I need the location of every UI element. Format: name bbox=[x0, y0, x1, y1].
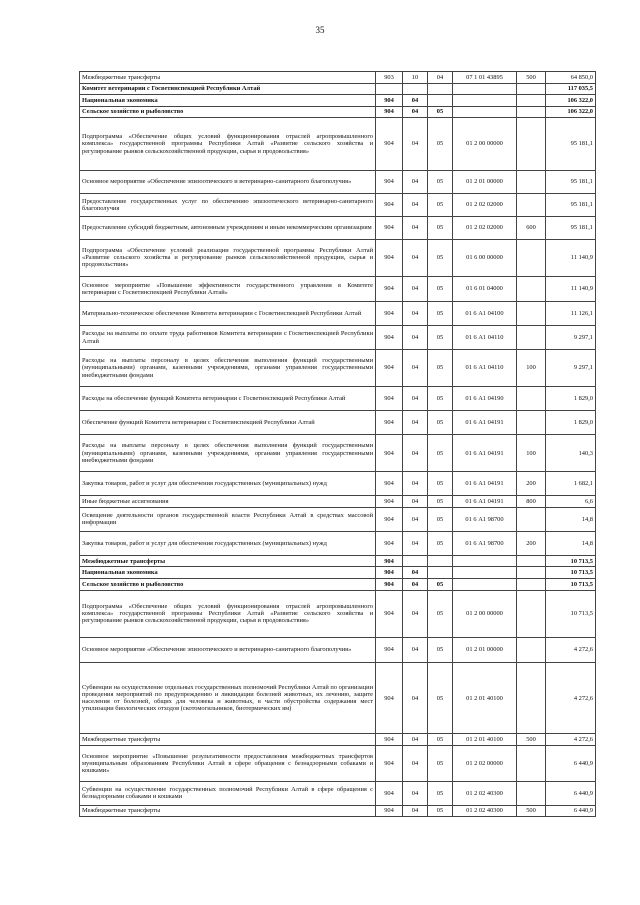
ministry-code: 904 bbox=[376, 637, 403, 662]
ministry-code: 904 bbox=[376, 239, 403, 276]
ministry-code: 904 bbox=[376, 507, 403, 531]
section-code: 04 bbox=[403, 301, 428, 325]
target-article-code: 01 6 А1 04191 bbox=[453, 471, 517, 495]
row-name: Межбюджетные трансферты bbox=[80, 72, 376, 84]
amount: 11 140,9 bbox=[546, 276, 596, 301]
subsection-code: 05 bbox=[428, 350, 453, 387]
expense-type-code bbox=[517, 118, 546, 171]
subsection-code: 05 bbox=[428, 411, 453, 435]
ministry-code: 904 bbox=[376, 435, 403, 472]
subsection-code bbox=[428, 95, 453, 107]
expense-type-code bbox=[517, 637, 546, 662]
section-code: 04 bbox=[403, 350, 428, 387]
expense-type-code: 800 bbox=[517, 496, 546, 508]
table-row bbox=[80, 496, 596, 508]
ministry-code bbox=[376, 83, 403, 95]
amount: 10 713,5 bbox=[546, 555, 596, 567]
amount: 4 272,6 bbox=[546, 637, 596, 662]
expense-type-code bbox=[517, 745, 546, 781]
ministry-code: 904 bbox=[376, 745, 403, 781]
target-article-code: 01 6 А1 04190 bbox=[453, 386, 517, 410]
row-name: Освещение деятельности органов государственной власти Республики Алтай в средствах массовой информации bbox=[80, 507, 376, 531]
subsection-code: 05 bbox=[428, 216, 453, 239]
table-row bbox=[80, 637, 596, 662]
amount: 106 322,0 bbox=[546, 95, 596, 107]
expense-type-code bbox=[517, 239, 546, 276]
target-article-code: 01 6 А1 04110 bbox=[453, 326, 517, 350]
row-name: Сельское хозяйство и рыболовство bbox=[80, 106, 376, 118]
amount: 6,6 bbox=[546, 496, 596, 508]
row-name: Закупка товаров, работ и услуг для обеспечения государственных (муниципальных) нужд bbox=[80, 471, 376, 495]
amount: 64 850,0 bbox=[546, 72, 596, 84]
row-name: Основное мероприятие «Повышение результативности предоставления межбюджетных трансфертов муниципальным образованиям Республики Алтай в сфере обращения с безнадзорными собаками и кошками» bbox=[80, 745, 376, 781]
ministry-code: 904 bbox=[376, 555, 403, 567]
ministry-code: 904 bbox=[376, 301, 403, 325]
ministry-code: 904 bbox=[376, 193, 403, 216]
section-code: 04 bbox=[403, 496, 428, 508]
amount: 10 713,5 bbox=[546, 567, 596, 579]
section-code: 04 bbox=[403, 663, 428, 734]
target-article-code bbox=[453, 579, 517, 591]
amount: 95 181,1 bbox=[546, 193, 596, 216]
table-row bbox=[80, 350, 596, 387]
table-row bbox=[80, 411, 596, 435]
table-row bbox=[80, 193, 596, 216]
row-name: Основное мероприятие «Обеспечение эпизоотического и ветеринарно-санитарного благополучия» bbox=[80, 637, 376, 662]
subsection-code: 05 bbox=[428, 386, 453, 410]
table-row bbox=[80, 734, 596, 746]
table-row bbox=[80, 663, 596, 734]
subsection-code bbox=[428, 567, 453, 579]
expense-type-code bbox=[517, 193, 546, 216]
amount: 6 440,9 bbox=[546, 805, 596, 817]
row-name: Основное мероприятие «Обеспечение эпизоотического и ветеринарно-санитарного благополучия» bbox=[80, 170, 376, 193]
table-row bbox=[80, 95, 596, 107]
ministry-code: 904 bbox=[376, 471, 403, 495]
table-row bbox=[80, 72, 596, 84]
target-article-code: 01 2 02 00000 bbox=[453, 745, 517, 781]
ministry-code: 904 bbox=[376, 805, 403, 817]
amount: 6 440,9 bbox=[546, 745, 596, 781]
table-row bbox=[80, 170, 596, 193]
section-code bbox=[403, 83, 428, 95]
section-code: 04 bbox=[403, 579, 428, 591]
row-name: Материально-техническое обеспечение Комитета ветеринарии с Госветинспекцией Республики Алтай bbox=[80, 301, 376, 325]
target-article-code bbox=[453, 83, 517, 95]
table-row bbox=[80, 745, 596, 781]
subsection-code: 05 bbox=[428, 326, 453, 350]
subsection-code: 05 bbox=[428, 496, 453, 508]
amount: 11 140,9 bbox=[546, 239, 596, 276]
table-row bbox=[80, 106, 596, 118]
target-article-code: 01 2 02 02000 bbox=[453, 216, 517, 239]
table-row bbox=[80, 118, 596, 171]
row-name: Расходы на обеспечение функций Комитета ветеринарии с Госветинспекцией Республики Алтай bbox=[80, 386, 376, 410]
section-code: 04 bbox=[403, 805, 428, 817]
target-article-code bbox=[453, 567, 517, 579]
table-row bbox=[80, 579, 596, 591]
amount: 10 713,5 bbox=[546, 579, 596, 591]
expense-type-code: 500 bbox=[517, 805, 546, 817]
target-article-code: 01 6 А1 98700 bbox=[453, 531, 517, 555]
expense-type-code bbox=[517, 386, 546, 410]
section-code: 04 bbox=[403, 95, 428, 107]
subsection-code: 05 bbox=[428, 745, 453, 781]
row-name: Расходы на выплаты персоналу в целях обеспечения выполнения функций государственными (муниципальными) органами, казенными учреждениями, органами управления государственными внебюджетными фондами bbox=[80, 350, 376, 387]
target-article-code: 01 6 01 04000 bbox=[453, 276, 517, 301]
table-row bbox=[80, 301, 596, 325]
subsection-code: 05 bbox=[428, 531, 453, 555]
amount: 95 181,1 bbox=[546, 118, 596, 171]
row-name: Межбюджетные трансферты bbox=[80, 555, 376, 567]
expense-type-code bbox=[517, 567, 546, 579]
target-article-code: 01 2 00 00000 bbox=[453, 118, 517, 171]
table-row bbox=[80, 590, 596, 637]
subsection-code: 05 bbox=[428, 734, 453, 746]
subsection-code: 05 bbox=[428, 781, 453, 805]
expense-type-code: 600 bbox=[517, 216, 546, 239]
amount: 14,8 bbox=[546, 507, 596, 531]
row-name: Межбюджетные трансферты bbox=[80, 805, 376, 817]
amount: 1 682,1 bbox=[546, 471, 596, 495]
ministry-code: 904 bbox=[376, 531, 403, 555]
amount: 1 829,0 bbox=[546, 386, 596, 410]
table-row bbox=[80, 276, 596, 301]
expense-type-code bbox=[517, 83, 546, 95]
section-code: 04 bbox=[403, 734, 428, 746]
subsection-code: 05 bbox=[428, 471, 453, 495]
subsection-code: 05 bbox=[428, 435, 453, 472]
row-name: Межбюджетные трансферты bbox=[80, 734, 376, 746]
table-row bbox=[80, 555, 596, 567]
section-code: 04 bbox=[403, 193, 428, 216]
ministry-code: 904 bbox=[376, 95, 403, 107]
expense-type-code bbox=[517, 579, 546, 591]
amount: 140,3 bbox=[546, 435, 596, 472]
amount: 117 035,5 bbox=[546, 83, 596, 95]
row-name: Расходы на выплаты персоналу в целях обеспечения выполнения функций государственными (муниципальными) органами, казенными учреждениями, органами управления государственными внебюджетными фондами bbox=[80, 435, 376, 472]
ministry-code: 904 bbox=[376, 350, 403, 387]
section-code: 04 bbox=[403, 781, 428, 805]
expense-type-code bbox=[517, 301, 546, 325]
ministry-code: 904 bbox=[376, 216, 403, 239]
row-name: Комитет ветеринарии с Госветинспекцией Республики Алтай bbox=[80, 83, 376, 95]
table-row bbox=[80, 507, 596, 531]
section-code: 04 bbox=[403, 326, 428, 350]
expense-type-code: 100 bbox=[517, 435, 546, 472]
ministry-code: 904 bbox=[376, 326, 403, 350]
expense-type-code bbox=[517, 590, 546, 637]
table-row bbox=[80, 781, 596, 805]
table-row bbox=[80, 567, 596, 579]
target-article-code: 01 2 02 02000 bbox=[453, 193, 517, 216]
ministry-code: 904 bbox=[376, 734, 403, 746]
section-code: 04 bbox=[403, 567, 428, 579]
expense-type-code: 200 bbox=[517, 471, 546, 495]
subsection-code: 05 bbox=[428, 106, 453, 118]
amount: 10 713,5 bbox=[546, 590, 596, 637]
section-code: 04 bbox=[403, 745, 428, 781]
section-code: 04 bbox=[403, 435, 428, 472]
expense-type-code bbox=[517, 170, 546, 193]
subsection-code: 05 bbox=[428, 118, 453, 171]
row-name: Национальная экономика bbox=[80, 95, 376, 107]
ministry-code: 904 bbox=[376, 118, 403, 171]
subsection-code: 05 bbox=[428, 805, 453, 817]
section-code: 04 bbox=[403, 170, 428, 193]
amount: 14,8 bbox=[546, 531, 596, 555]
table-row bbox=[80, 531, 596, 555]
subsection-code: 05 bbox=[428, 507, 453, 531]
table-row bbox=[80, 805, 596, 817]
row-name: Обеспечение функций Комитета ветеринарии с Госветинспекцией Республики Алтай bbox=[80, 411, 376, 435]
target-article-code: 01 6 А1 04100 bbox=[453, 301, 517, 325]
row-name: Подпрограмма «Обеспечение общих условий функционирования отраслей агропромышленного комплекса» государственной программы Республики Алтай «Развитие сельского хозяйства и регулирование рынков сельскохозяйственной продукции, сырья и продовольствия» bbox=[80, 590, 376, 637]
table-row bbox=[80, 326, 596, 350]
ministry-code: 904 bbox=[376, 411, 403, 435]
table-row bbox=[80, 471, 596, 495]
row-name: Сельское хозяйство и рыболовство bbox=[80, 579, 376, 591]
ministry-code: 904 bbox=[376, 579, 403, 591]
subsection-code: 04 bbox=[428, 72, 453, 84]
row-name: Субвенции на осуществление государственных полномочий Республики Алтай в сфере обращения с безнадзорными собаками и кошками bbox=[80, 781, 376, 805]
target-article-code: 01 2 02 40300 bbox=[453, 805, 517, 817]
expense-type-code bbox=[517, 276, 546, 301]
expense-type-code bbox=[517, 106, 546, 118]
target-article-code: 01 6 А1 98700 bbox=[453, 507, 517, 531]
expense-type-code bbox=[517, 663, 546, 734]
section-code: 04 bbox=[403, 106, 428, 118]
target-article-code: 01 2 01 40100 bbox=[453, 663, 517, 734]
target-article-code: 01 2 01 00000 bbox=[453, 637, 517, 662]
ministry-code: 904 bbox=[376, 276, 403, 301]
table-row bbox=[80, 435, 596, 472]
table-row bbox=[80, 83, 596, 95]
section-code: 04 bbox=[403, 590, 428, 637]
amount: 106 322,0 bbox=[546, 106, 596, 118]
ministry-code: 904 bbox=[376, 567, 403, 579]
table-row bbox=[80, 386, 596, 410]
section-code: 04 bbox=[403, 118, 428, 171]
amount: 95 181,1 bbox=[546, 170, 596, 193]
target-article-code bbox=[453, 106, 517, 118]
ministry-code: 903 bbox=[376, 72, 403, 84]
section-code: 04 bbox=[403, 411, 428, 435]
target-article-code bbox=[453, 555, 517, 567]
expense-type-code bbox=[517, 507, 546, 531]
subsection-code: 05 bbox=[428, 590, 453, 637]
page-number: 35 bbox=[315, 25, 325, 35]
section-code: 04 bbox=[403, 386, 428, 410]
target-article-code: 07 1 01 43895 bbox=[453, 72, 517, 84]
row-name: Субвенции на осуществление отдельных государственных полномочий Республики Алтай по организации проведения мероприятий по предупреждению и ликвидации болезней животных, их лечению, защите населения от болезней, общих для человека и животных, в части обустройства содержания мест утилизации биологических отходов (скотомогильников, биотермических ям) bbox=[80, 663, 376, 734]
expense-type-code: 200 bbox=[517, 531, 546, 555]
section-code: 04 bbox=[403, 471, 428, 495]
target-article-code: 01 2 01 40100 bbox=[453, 734, 517, 746]
table-row bbox=[80, 239, 596, 276]
section-code: 04 bbox=[403, 276, 428, 301]
amount: 11 126,1 bbox=[546, 301, 596, 325]
target-article-code: 01 6 А1 04191 bbox=[453, 435, 517, 472]
budget-table bbox=[79, 71, 596, 817]
section-code: 04 bbox=[403, 216, 428, 239]
target-article-code: 01 2 02 40300 bbox=[453, 781, 517, 805]
subsection-code: 05 bbox=[428, 276, 453, 301]
ministry-code: 904 bbox=[376, 663, 403, 734]
amount: 4 272,6 bbox=[546, 663, 596, 734]
section-code: 04 bbox=[403, 239, 428, 276]
ministry-code: 904 bbox=[376, 106, 403, 118]
section-code: 04 bbox=[403, 507, 428, 531]
ministry-code: 904 bbox=[376, 386, 403, 410]
target-article-code: 01 6 А1 04191 bbox=[453, 496, 517, 508]
row-name: Иные бюджетные ассигнования bbox=[80, 496, 376, 508]
expense-type-code: 100 bbox=[517, 350, 546, 387]
section-code: 04 bbox=[403, 531, 428, 555]
target-article-code: 01 2 01 00000 bbox=[453, 170, 517, 193]
amount: 1 829,0 bbox=[546, 411, 596, 435]
ministry-code: 904 bbox=[376, 170, 403, 193]
amount: 95 181,1 bbox=[546, 216, 596, 239]
row-name: Подпрограмма «Обеспечение общих условий функционирования отраслей агропромышленного комплекса» государственной программы Республики Алтай «Развитие сельского хозяйства и регулирование рынков сельскохозяйственной продукции, сырья и продовольствия» bbox=[80, 118, 376, 171]
target-article-code: 01 6 А1 04191 bbox=[453, 411, 517, 435]
target-article-code bbox=[453, 95, 517, 107]
row-name: Предоставление субсидий бюджетным, автономным учреждениям и иным некоммерческим организациям bbox=[80, 216, 376, 239]
expense-type-code: 500 bbox=[517, 734, 546, 746]
row-name: Национальная экономика bbox=[80, 567, 376, 579]
section-code: 10 bbox=[403, 72, 428, 84]
section-code bbox=[403, 555, 428, 567]
expense-type-code bbox=[517, 95, 546, 107]
subsection-code bbox=[428, 555, 453, 567]
subsection-code: 05 bbox=[428, 579, 453, 591]
subsection-code: 05 bbox=[428, 170, 453, 193]
expense-type-code bbox=[517, 781, 546, 805]
subsection-code: 05 bbox=[428, 663, 453, 734]
table-row bbox=[80, 216, 596, 239]
expense-type-code bbox=[517, 326, 546, 350]
subsection-code: 05 bbox=[428, 193, 453, 216]
expense-type-code bbox=[517, 555, 546, 567]
row-name: Основное мероприятие «Повышение эффективности государственного управления в Комитете ветеринарии с Госветинспекцией Республики Алтай» bbox=[80, 276, 376, 301]
subsection-code: 05 bbox=[428, 637, 453, 662]
subsection-code bbox=[428, 83, 453, 95]
target-article-code: 01 2 00 00000 bbox=[453, 590, 517, 637]
expense-type-code: 500 bbox=[517, 72, 546, 84]
section-code: 04 bbox=[403, 637, 428, 662]
ministry-code: 904 bbox=[376, 590, 403, 637]
ministry-code: 904 bbox=[376, 496, 403, 508]
amount: 6 440,9 bbox=[546, 781, 596, 805]
amount: 9 297,1 bbox=[546, 350, 596, 387]
amount: 9 297,1 bbox=[546, 326, 596, 350]
target-article-code: 01 6 А1 04110 bbox=[453, 350, 517, 387]
subsection-code: 05 bbox=[428, 301, 453, 325]
ministry-code: 904 bbox=[376, 781, 403, 805]
expense-type-code bbox=[517, 411, 546, 435]
amount: 4 272,6 bbox=[546, 734, 596, 746]
row-name: Расходы на выплаты по оплате труда работников Комитета ветеринарии с Госветинспекцией Республики Алтай bbox=[80, 326, 376, 350]
row-name: Подпрограмма «Обеспечение условий реализации государственной программы Республики Алтай «Развитие сельского хозяйства и регулирование рынков сельскохозяйственной продукции, сырья и продовольствия» bbox=[80, 239, 376, 276]
row-name: Предоставление государственных услуг по обеспечению эпизоотического ветеринарно-санитарного благополучия bbox=[80, 193, 376, 216]
subsection-code: 05 bbox=[428, 239, 453, 276]
row-name: Закупка товаров, работ и услуг для обеспечения государственных (муниципальных) нужд bbox=[80, 531, 376, 555]
target-article-code: 01 6 00 00000 bbox=[453, 239, 517, 276]
